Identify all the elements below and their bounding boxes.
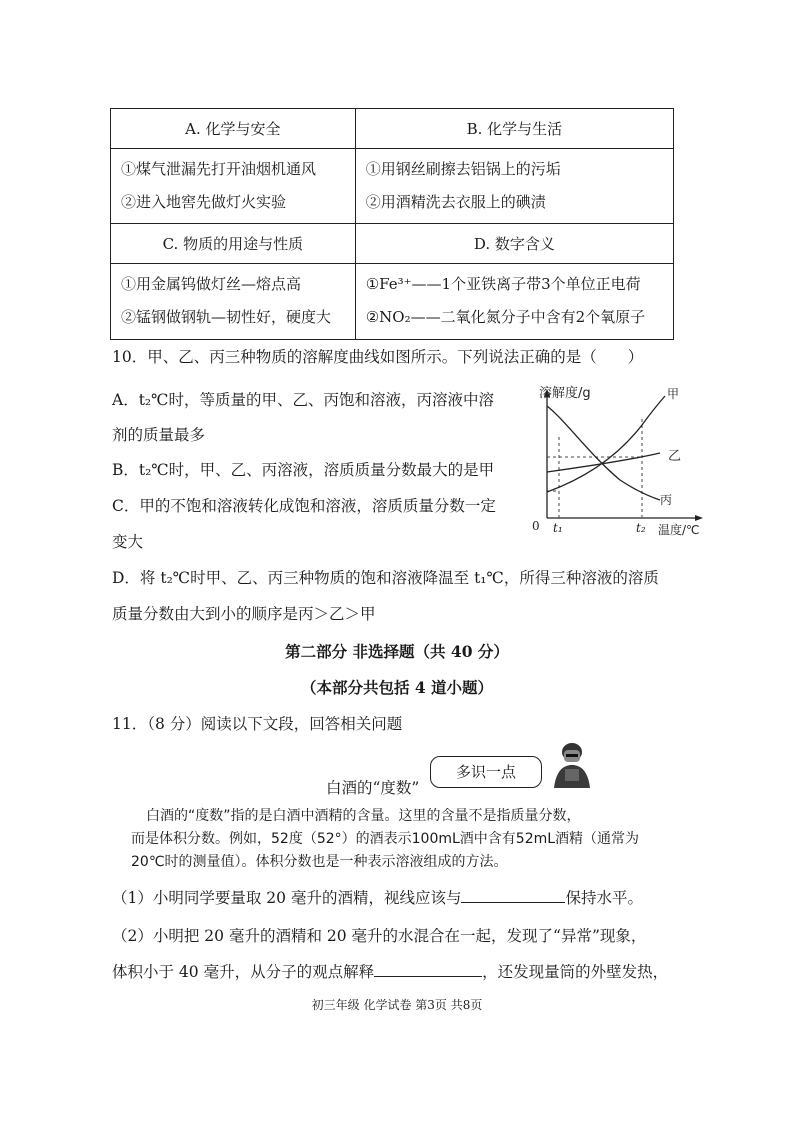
- q10-option-c-cont: 变大: [112, 533, 144, 551]
- curve-bing-label: 丙: [660, 493, 673, 507]
- y-axis-label: 溶解度/g: [539, 386, 591, 401]
- x-axis-arrow: [695, 515, 703, 521]
- q10-option-a-cont: 剂的质量最多: [112, 426, 206, 444]
- option-d-item: ①Fe³⁺——1个亚铁离子带3个单位正电荷: [365, 275, 641, 294]
- tip-badge: 多识一点: [430, 756, 542, 788]
- q11-sub2-text: 体积小于 40 毫升，从分子的观点解释: [112, 963, 375, 981]
- option-c-item: ②锰钢做钢轨—韧性好，硬度大: [121, 308, 332, 327]
- curve-jia: [547, 396, 665, 492]
- article-line: 白酒的“度数”指的是白酒中酒精的含量。这里的含量不是指质量分数，: [146, 808, 581, 824]
- option-a-body: [111, 148, 356, 224]
- part2-title: 第二部分 非选择题（共 40 分）: [285, 642, 509, 661]
- page-footer: 初三年级 化学试卷 第3页 共8页: [311, 998, 483, 1012]
- q11-sub1-blank[interactable]: [461, 886, 565, 903]
- figure-book: [565, 769, 579, 781]
- options-table: [110, 108, 674, 340]
- q11-stem: 11．（8 分）阅读以下文段，回答相关问题: [112, 715, 403, 733]
- q10-option-d-cont: 质量分数由大到小的顺序是丙＞乙＞甲: [112, 605, 376, 623]
- option-c-item: ①用金属钨做灯丝—熔点高: [121, 275, 302, 294]
- q10-option-b: B．t₂℃时，甲、乙、丙溶液，溶质质量分数最大的是甲: [112, 461, 495, 479]
- x-axis-label: 温度/℃: [658, 523, 700, 537]
- q10-option-c: C．甲的不饱和溶液转化成饱和溶液，溶质质量分数一定: [112, 497, 496, 515]
- part2-subtitle: （本部分共包括 4 道小题）: [300, 678, 494, 697]
- q11-sub2: （2）小明把 20 毫升的酒精和 20 毫升的水混合在一起，发现了“异常”现象，: [112, 927, 647, 945]
- option-c-header: C. 物质的用途与性质: [111, 224, 356, 264]
- article-line: 而是体积分数。例如，52度（52°）的酒表示100mL酒中含有52mL酒精（通常为: [131, 831, 640, 847]
- curve-bing: [547, 406, 660, 500]
- article-title: 白酒的“度数”: [326, 779, 420, 797]
- option-a-item: ①煤气泄漏先打开油烟机通风: [121, 159, 317, 178]
- figure-glasses: [566, 754, 578, 757]
- q10-stem: 10．甲、乙、丙三种物质的溶解度曲线如图所示。下列说法正确的是（ ）: [112, 348, 644, 366]
- option-c-body: [111, 263, 356, 339]
- q10-option-d: D．将 t₂℃时甲、乙、丙三种物质的饱和溶液降温至 t₁℃，所得三种溶液的溶质: [112, 569, 659, 587]
- q11-sub1-text-end: 保持水平。: [565, 889, 643, 907]
- cartoon-figure: [550, 740, 594, 790]
- solubility-graph: [520, 380, 710, 540]
- option-d-header: D. 数字含义: [355, 224, 673, 264]
- t1-label: t₁: [553, 521, 563, 535]
- q11-sub2-blank[interactable]: [374, 960, 482, 977]
- option-b-body: [355, 148, 673, 224]
- origin-label: 0: [532, 519, 540, 533]
- curve-jia-label: 甲: [667, 387, 680, 401]
- option-d-body: [355, 263, 673, 339]
- option-a-header: A. 化学与安全: [111, 109, 356, 149]
- t2-label: t₂: [636, 521, 646, 535]
- article-line: 20℃时的测量值）。体积分数也是一种表示溶液组成的方法。: [131, 854, 508, 870]
- curve-yi-label: 乙: [668, 449, 682, 464]
- q10-option-a: A．t₂℃时，等质量的甲、乙、丙饱和溶液，丙溶液中溶: [112, 391, 494, 409]
- option-b-item: ②用酒精洗去衣服上的碘渍: [365, 192, 546, 211]
- option-b-item: ①用钢丝刷擦去铝锅上的污垢: [365, 159, 561, 178]
- option-b-header: B. 化学与生活: [355, 109, 673, 149]
- q11-sub1: [112, 886, 643, 908]
- q11-sub1-text: （1）小明同学要量取 20 毫升的酒精，视线应该与: [112, 889, 462, 907]
- option-d-item: ②NO₂——二氧化氮分子中含有2个氧原子: [365, 308, 646, 327]
- q11-sub2-text-end: ，还发现量筒的外壁发热，: [482, 963, 669, 981]
- option-a-item: ②进入地窖先做灯火实验: [121, 192, 287, 211]
- q11-sub2-cont: [112, 960, 668, 982]
